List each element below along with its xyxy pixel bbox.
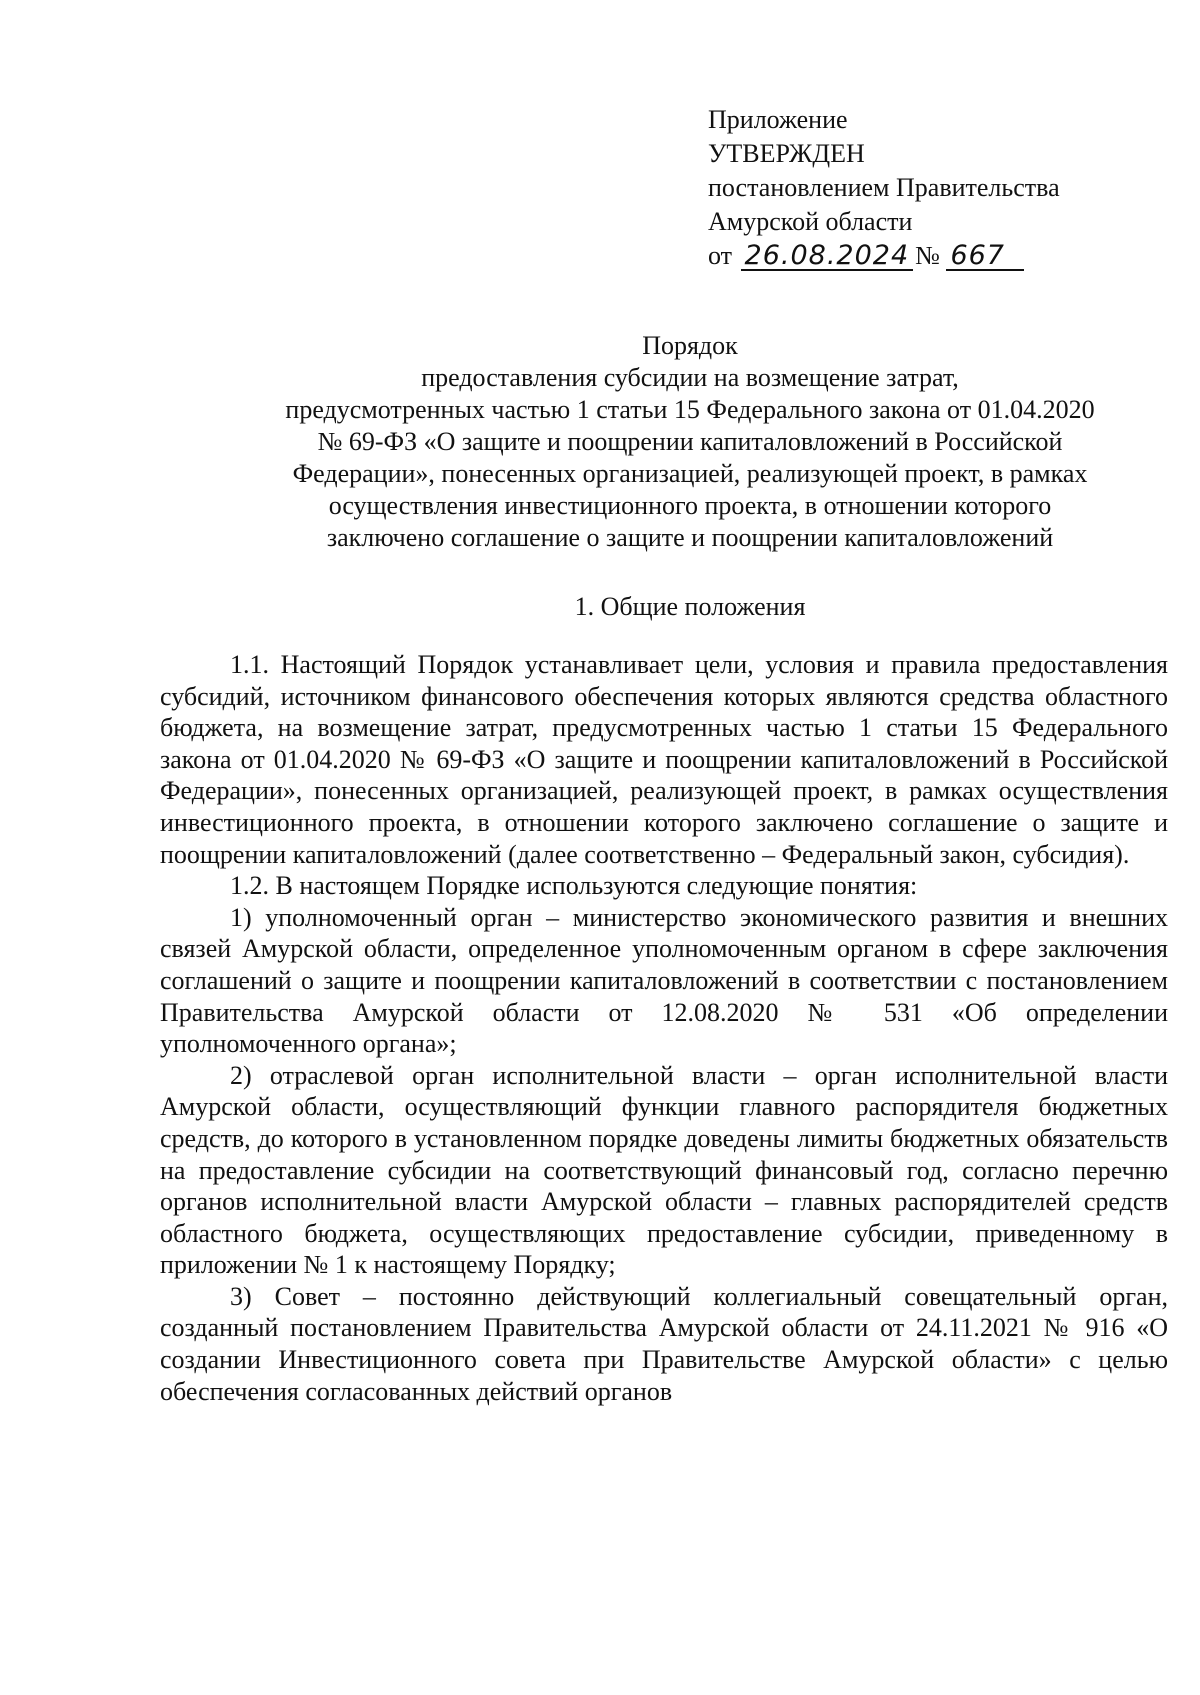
title-line: заключено соглашение о защите и поощрении капиталовложений — [326, 523, 1054, 552]
resolution-label: постановлением Правительства — [708, 173, 1060, 202]
handwritten-date: 26.08.2024 — [741, 243, 914, 271]
paragraph-1-2: 1.2. В настоящем Порядке используются следующие понятия: — [230, 871, 918, 901]
title-line: № 69-ФЗ «О защите и поощрении капиталовложений в Российской — [317, 427, 1063, 456]
date-prefix: от — [708, 241, 733, 270]
paragraph-1-1: 1.1. Настоящий Порядок устанавливает цели, условия и правила предоставления субсидий, источником финансового обеспечения которых являются средства областного бюджета, на возмещение затрат, предусмотренных частью 1 статьи 15 Федерального закона от 01.04.2020 № 69-ФЗ «О защите и поощрении капиталовложений в Российской Федерации», понесенных организацией, реализующей проект, в рамках осуществления инвестиционного проекта, в отношении которого заключено соглашение о защите и поощрении капиталовложений (далее соответственно – Федеральный закон, субсидия). — [160, 650, 1168, 869]
document-body — [160, 649, 1168, 1407]
title-line: предоставления субсидии на возмещение затрат, — [421, 363, 959, 392]
handwritten-number: 667 — [946, 243, 1024, 271]
title-line: предусмотренных частью 1 статьи 15 Федерального закона от 01.04.2020 — [285, 395, 1095, 424]
document-title — [160, 330, 1200, 554]
approved-label: УТВЕРЖДЕН — [708, 139, 865, 168]
appendix-label: Приложение — [708, 105, 848, 134]
definition-item-1: 1) уполномоченный орган – министерство экономического развития и внешних связей Амурской области, определенное уполномоченным органом в сфере заключения соглашений о защите и поощрении капиталовложений в соответствии с постановлением Правительства Амурской области от 12.08.2020 № 531 «Об определении уполномоченного органа»; — [160, 902, 1168, 1059]
section-heading: 1. Общие положения — [574, 592, 806, 621]
title-line: Федерации», понесенных организацией, реализующей проект, в рамках — [292, 459, 1088, 488]
title-heading: Порядок — [642, 331, 738, 360]
date-number-line — [708, 239, 1168, 273]
definition-item-2: 2) отраслевой орган исполнительной власти – орган исполнительной власти Амурской области, осуществляющий функции главного распорядителя бюджетных средств, до которого в установленном порядке доведены лимиты бюджетных обязательств на предоставление субсидии на соответствующий финансовый год, согласно перечню органов исполнительной власти Амурской области – главных распорядителей средств областного бюджета, осуществляющих предоставление субсидии, приведенному в приложении № 1 к настоящему Порядку; — [160, 1060, 1168, 1280]
approval-stamp-block — [708, 103, 1168, 273]
number-prefix: № — [915, 241, 940, 270]
definition-item-3: 3) Совет – постоянно действующий коллегиальный совещательный орган, созданный постановлением Правительства Амурской области от 24.11.2021 № 916 «О создании Инвестиционного совета при Правительстве Амурской области» с целью обеспечения согласованных действий органов — [160, 1281, 1168, 1406]
title-line: осуществления инвестиционного проекта, в отношении которого — [328, 491, 1052, 520]
region-label: Амурской области — [708, 207, 913, 236]
